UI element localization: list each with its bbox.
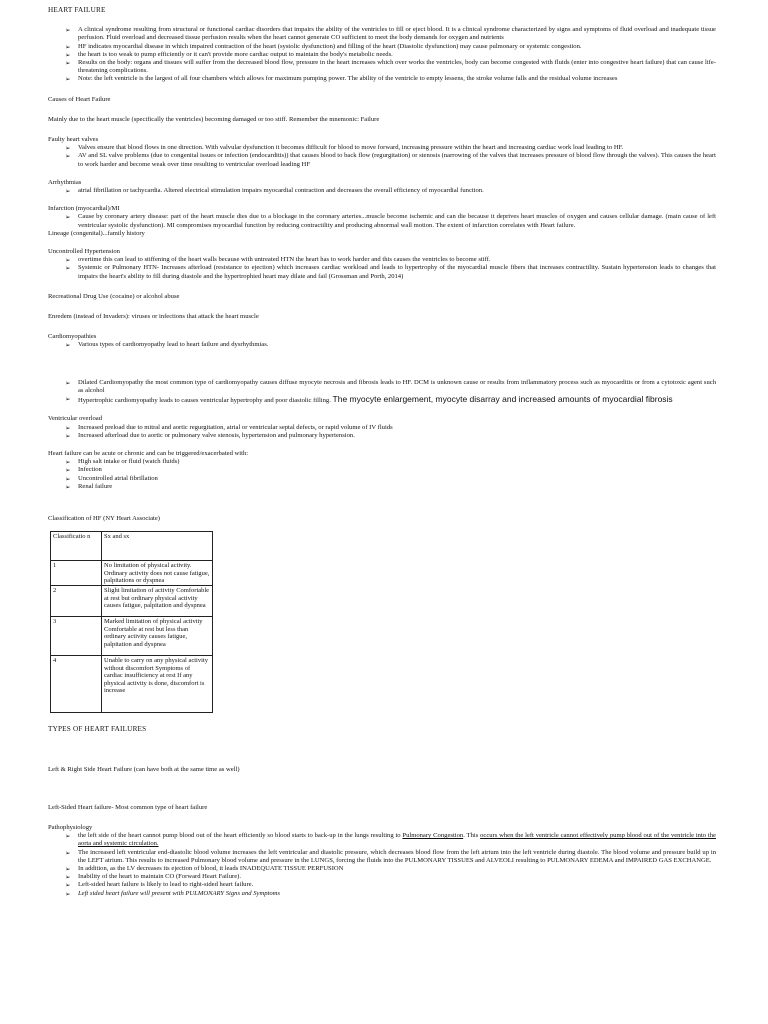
table-cell: 3: [51, 617, 102, 656]
patho-text: . This: [463, 832, 481, 840]
list-item: ➢ Systemic or Pulmonary HTN- Increases afterload (resistance to ejection) which increases cardiac workload and leads to hypertrophy of the myocardial muscle fibers that increases contractility. Sustain hypertension leads to changes that impairs the heart's ability to fill during diastole and the hypertrophied heart may dilate and fail (Grossman and Porth, 2014): [48, 264, 716, 280]
cardiomyopathies-list-2: [48, 379, 716, 406]
list-item: [48, 395, 716, 405]
table-row: [51, 617, 213, 656]
table-header-row: [51, 532, 213, 561]
arrhythmias-heading: Arrhythmias: [48, 178, 82, 186]
table-cell: 4: [51, 656, 102, 713]
list-item: ➢ Valves ensure that blood flows in one direction. With valvular dysfunction it becomes difficult for blood to move forward, increasing pressure within the heart and increasing cardiac work load leading to HF.: [48, 144, 716, 152]
hypertrophic-text: Hypertrophic cardiomyopathy leads to causes ventricular hypertrophy and poor diastolic filling.: [78, 397, 331, 405]
list-item: ➢ Note: the left ventricle is the largest of all four chambers which allows for maximum pumping power. The ability of the ventricle to empty lessens, the stroke volume falls and the residual volume increases: [48, 75, 716, 83]
list-item: ➢ Increased afterload due to aortic or pulmonary valve stenosis, hypertension and pulmonary hypertension.: [48, 432, 716, 440]
causes-mnemonic: Mainly due to the heart muscle (specifically the ventricles) becoming damaged or too stiff. Remember the mnemonic: Failure: [48, 115, 380, 123]
list-item: ➢ the heart is too weak to pump efficiently or it can't provide more cardiac output to maintain the body's metabolic needs.: [48, 51, 716, 59]
page-title: HEART FAILURE: [48, 6, 106, 14]
table-cell: Unable to carry on any physical activity without discomfort Symptoms of cardiac insufficiency at rest If any physical activity is done, discomfort is increase: [102, 656, 213, 713]
list-item: ➢ Infection: [48, 466, 716, 474]
list-item: ➢ HF indicates myocardial disease in which impaired contraction of the heart (systolic dysfunction) and filling of the heart (Diastolic dysfunction) may cause pulmonary or systemic congestion.: [48, 43, 716, 51]
patho-list: [48, 832, 716, 898]
list-item: ➢ A clinical syndrome resulting from structural or functional cardiac disorders that impairs the ability of the ventricles to fill or eject blood. It is a clinical syndrome characterized by signs and symptoms of fluid overload and inadequate tissue perfusion. Fluid overload and decreased tissue perfusion results when the heart cannot generate CO sufficient to meet the body demands for oxygen and nutrients: [48, 26, 716, 42]
hypertrophic-text-large: The myocyte enlargement, myocyte disarray and increased amounts of myocardial fibrosis: [332, 394, 673, 405]
cardiomyopathies-heading: Cardiomyopathies: [48, 333, 97, 341]
triggers-list: [48, 458, 716, 491]
list-item: ➢ Left-sided heart failure is likely to lead to right-sided heart failure.: [48, 881, 716, 889]
cardiomyopathies-list: [48, 341, 716, 349]
list-item: ➢ AV and SL valve problems (due to congenital issues or infection (endocarditis)) that causes blood to back flow (regurgitation) or stenosis (narrowing of the valves that increases pressure of blood flow through the valves). This causes the heart to work harder and become weak over time resulting to ventricular overload leading HF: [48, 152, 716, 168]
list-item: ➢ Inability of the heart to maintain CO (Forward Heart Failure).: [48, 873, 716, 881]
patho-underlined: Pulmonary Congestion: [402, 832, 464, 840]
list-item: ➢ Various types of cardiomyopathy lead to heart failure and dysrhythmias.: [48, 341, 716, 349]
table-row: [51, 561, 213, 586]
list-item: ➢ Left sided heart failure will present with PULMONARY Signs and Symptoms: [48, 890, 716, 898]
list-item: ➢ Results on the body: organs and tissues will suffer from the decreased blood flow, pressure in the heart increases which over works the ventricles, body can become congested with fluids (enter into congestive heart failure) that can cause life-threatening complications.: [48, 59, 716, 75]
table-cell: 1: [51, 561, 102, 586]
table-cell: Marked limitation of physical activity Comfortable at rest but less than ordinary activity causes fatigue, palpitation and dyspnea: [102, 617, 213, 656]
list-item: ➢ Increased preload due to mitral and aortic regurgitation, atrial or ventricular septal defects, or rapid volume of IV fluids: [48, 424, 716, 432]
hypertension-list: [48, 256, 716, 281]
enredem-line: Enredem (instead of Invaders): viruses or infections that attack the heart muscle: [48, 313, 259, 321]
list-item: ➢ Renal failure: [48, 483, 716, 491]
faulty-valves-list: [48, 144, 716, 169]
ventricular-overload-list: [48, 424, 716, 440]
table-header-cell: Sx and sx: [102, 532, 213, 561]
list-item: ➢ In addition, as the LV decreases its ejection of blood, it leads INADEQUATE TISSUE PERFUSION: [48, 865, 716, 873]
list-item: ➢ Uncontrolled atrial fibrillation: [48, 475, 716, 483]
ventricular-overload-heading: Ventricular overload: [48, 415, 103, 423]
list-item: ➢ Cause by coronary artery disease: part of the heart muscle dies due to a blockage in the coronary arteries...muscle become ischemic and can die because it deprives heart muscles of oxygen and causes cellular damage. (main cause of left ventricular systolic dysfunction). MI compromises myocardial function by reducing contractility and producing abnormal wall motion. The extent of infarction correlates with Heart failure.: [48, 213, 716, 229]
table-cell: No limitation of physical activity. Ordinary activity does not cause fatigue, palpitations or dyspnea: [102, 561, 213, 586]
left-sided-heading: Left-Sided Heart failure- Most common type of heart failure: [48, 803, 208, 811]
intro-list: [48, 26, 716, 83]
list-item: ➢ The increased left ventricular end-diastolic blood volume increases the left ventricular and diastolic pressure, which decreases blood flow from the left atrium into the left ventricle during diastole. The blood volume and pressure build up in the LEFT atrium. This results to increased Pulmonary blood volume and pressure in the LUNGS, forcing the fluids into the PULMONARY TISSUES and ALVEOLI resulting to PULMONARY EDEMA and IMPAIRED GAS EXCHANGE.: [48, 849, 716, 865]
faulty-valves-heading: Faulty heart valves: [48, 136, 99, 144]
list-item: ➢ High salt intake or fluid (watch fluids): [48, 458, 716, 466]
recreational-line: Recreational Drug Use (cocaine) or alcohol abuse: [48, 292, 180, 300]
patho-underlined: occurs when the left ventricle cannot effectively pump blood out of the ventricle into the aorta and systemic circulation.: [78, 832, 716, 848]
left-right-line: Left & Right Side Heart Failure (can have both at the same time as well): [48, 765, 240, 773]
patho-text: the left side of the heart cannot pump blood out of the heart efficiently so blood starts to back-up in the lungs resulting to: [78, 832, 403, 840]
list-item: ➢ atrial fibrillation or tachycardia. Altered electrical stimulation impairs myocardial contraction and decreases the overall efficiency of myocardial function.: [48, 187, 716, 195]
classification-heading: Classification of HF (NY Heart Associate): [48, 514, 161, 522]
list-item: ➢ Dilated Cardiomyopathy the most common type of cardiomyopathy causes diffuse myocyte necrosis and fibrosis leads to HF. DCM is unknown cause or results from inflammatory process such as myocarditis or from a cytotoxic agent such as alcohol: [48, 379, 716, 395]
table-row: [51, 656, 213, 713]
table-cell: 2: [51, 586, 102, 617]
patho-heading: Pathophysiology: [48, 823, 93, 831]
triggers-heading: Heart failure can be acute or chronic and can be triggered/exacerbated with:: [48, 449, 249, 457]
table-cell: Slight limitation of activity Comfortable at rest but ordinary physical activity causes fatigue, palpitation and dyspnea: [102, 586, 213, 617]
list-item: ➢ overtime this can lead to stiffening of the heart walls because with untreated HTN the heart has to work harder and this causes the ventricles to become stiff.: [48, 256, 716, 264]
table-row: [51, 586, 213, 617]
arrhythmias-list: [48, 187, 716, 195]
classification-table: [50, 531, 213, 713]
types-heading: TYPES OF HEART FAILURES: [48, 725, 147, 734]
causes-heading: Causes of Heart Failure: [48, 95, 111, 103]
infarction-list: [48, 213, 716, 229]
lineage-line: Lineage (congenital)...family history: [48, 229, 145, 237]
infarction-heading: Infarction (myocardial)/MI: [48, 205, 120, 213]
hypertension-heading: Uncontrolled Hypertension: [48, 248, 120, 256]
list-item: [48, 832, 716, 848]
document-page: [48, 6, 716, 898]
table-header-cell: Classificatio n: [51, 532, 102, 561]
